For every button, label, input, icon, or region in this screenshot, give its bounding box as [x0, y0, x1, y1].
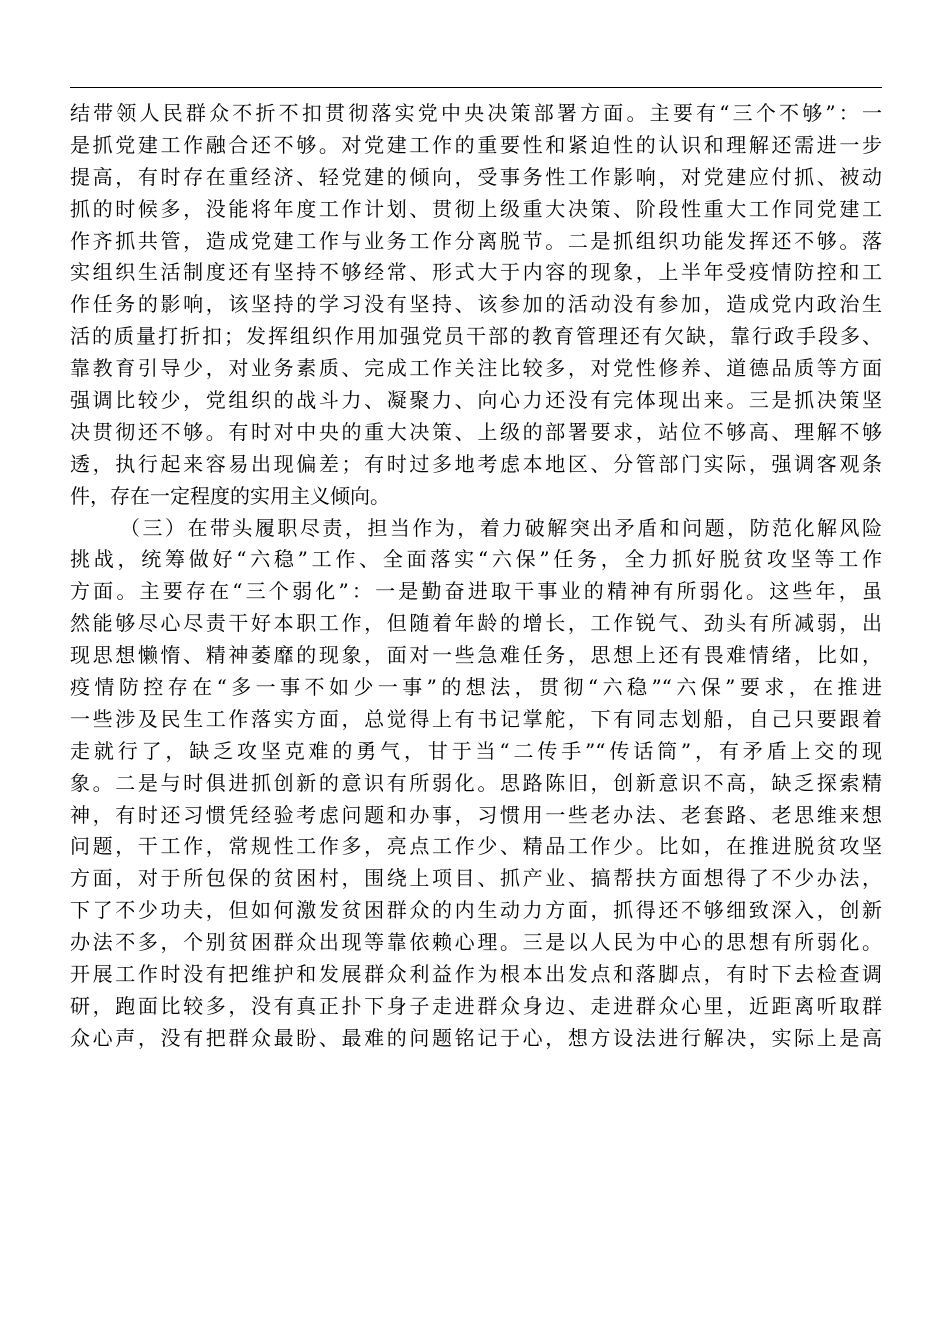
paragraph-1-line-11: 决贯彻还不够。有时对中央的重大决策、上级的部署要求，站位不够高、理解不够	[70, 419, 882, 444]
paragraph-1-line-10: 强调比较少，党组织的战斗力、凝聚力、向心力还没有完体现出来。三是抓决策坚	[70, 388, 882, 413]
body-text	[70, 98, 882, 1055]
paragraph-1-line-9: 靠教育引导少，对业务素质、完成工作关注比较多，对党性修养、道德品质等方面	[70, 356, 882, 381]
paragraph-2-line-6: 疫情防控存在“多一事不如少一事”的想法，贯彻“六稳”“六保”要求，在推进	[70, 675, 882, 700]
paragraph-2-line-1: （三）在带头履职尽责，担当作为，着力破解突出矛盾和问题，防范化解风险	[120, 515, 882, 540]
paragraph-1-line-4: 抓的时候多，没能将年度工作计划、贯彻上级重大决策、阶段性重大工作同党建工	[70, 196, 882, 221]
paragraph-2-line-3: 方面。主要存在“三个弱化”：一是勤奋进取干事业的精神有所弱化。这些年，虽	[70, 579, 882, 604]
paragraph-1-line-1: 结带领人民群众不折不扣贯彻落实党中央决策部署方面。主要有“三个不够”：一	[70, 101, 882, 125]
paragraph-2-line-15: 开展工作时没有把维护和发展群众利益作为根本出发点和落脚点，有时下去检查调	[70, 962, 882, 987]
paragraph-2-line-11: 问题，干工作，常规性工作多，亮点工作少、精品工作少。比如，在推进脱贫攻坚	[70, 834, 882, 859]
paragraph-2-line-8: 走就行了，缺乏攻坚克难的勇气，甘于当“二传手”“传话筒”，有矛盾上交的现	[70, 738, 882, 763]
paragraph-2-line-4: 然能够尽心尽责干好本职工作，但随着年龄的增长，工作锐气、劲头有所减弱，出	[70, 611, 882, 636]
paragraph-2-line-13: 下了不少功夫，但如何激发贫困群众的内生动力方面，抓得还不够细致深入，创新	[70, 898, 882, 923]
header-rule	[70, 87, 882, 88]
paragraph-1-line-12: 透，执行起来容易出现偏差；有时过多地考虑本地区、分管部门实际，强调客观条	[70, 451, 882, 476]
paragraph-1-line-7: 作任务的影响，该坚持的学习没有坚持、该参加的活动没有参加，造成党内政治生	[70, 292, 882, 317]
paragraph-2-line-2: 挑战，统筹做好“六稳”工作、全面落实“六保”任务，全力抓好脱贫攻坚等工作	[70, 547, 882, 572]
paragraph-2-line-5: 现思想懒惰、精神萎靡的现象，面对一些急难任务，思想上还有畏难情绪，比如，	[70, 643, 882, 668]
paragraph-2-line-12: 方面，对于所包保的贫困村，围绕上项目、抓产业、搞帮扶方面想得了不少办法，	[70, 866, 882, 891]
paragraph-1-line-8: 活的质量打折扣；发挥组织作用加强党员干部的教育管理还有欠缺，靠行政手段多、	[70, 324, 882, 349]
paragraph-1-line-3: 提高，有时存在重经济、轻党建的倾向，受事务性工作影响，对党建应付抓、被动	[70, 164, 882, 189]
paragraph-1-line-5: 作齐抓共管，造成党建工作与业务工作分离脱节。二是抓组织功能发挥还不够。落	[70, 228, 882, 253]
paragraph-2-line-14: 办法不多，个别贫困群众出现等靠依赖心理。三是以人民为中心的思想有所弱化。	[70, 930, 882, 955]
paragraph-2-line-7: 一些涉及民生工作落实方面，总觉得上有书记掌舵，下有同志划船，自己只要跟着	[70, 706, 882, 731]
paragraph-2-line-17: 众心声，没有把群众最盼、最难的问题铭记于心，想方设法进行解决，实际上是高	[70, 1025, 882, 1050]
paragraph-1-line-2: 是抓党建工作融合还不够。对党建工作的重要性和紧迫性的认识和理解还需进一步	[70, 132, 882, 157]
paragraph-1-line-6: 实组织生活制度还有坚持不够经常、形式大于内容的现象，上半年受疫情防控和工	[70, 260, 882, 285]
paragraph-1-line-13: 件，存在一定程度的实用主义倾向。	[70, 483, 390, 508]
paragraph-2-line-16: 研，跑面比较多，没有真正扑下身子走进群众身边、走进群众心里，近距离听取群	[70, 993, 882, 1018]
paragraph-2-line-10: 神，有时还习惯凭经验考虑问题和办事，习惯用一些老办法、老套路、老思维来想	[70, 802, 882, 827]
paragraph-2-line-9: 象。二是与时俱进抓创新的意识有所弱化。思路陈旧，创新意识不高，缺乏探索精	[70, 770, 882, 795]
